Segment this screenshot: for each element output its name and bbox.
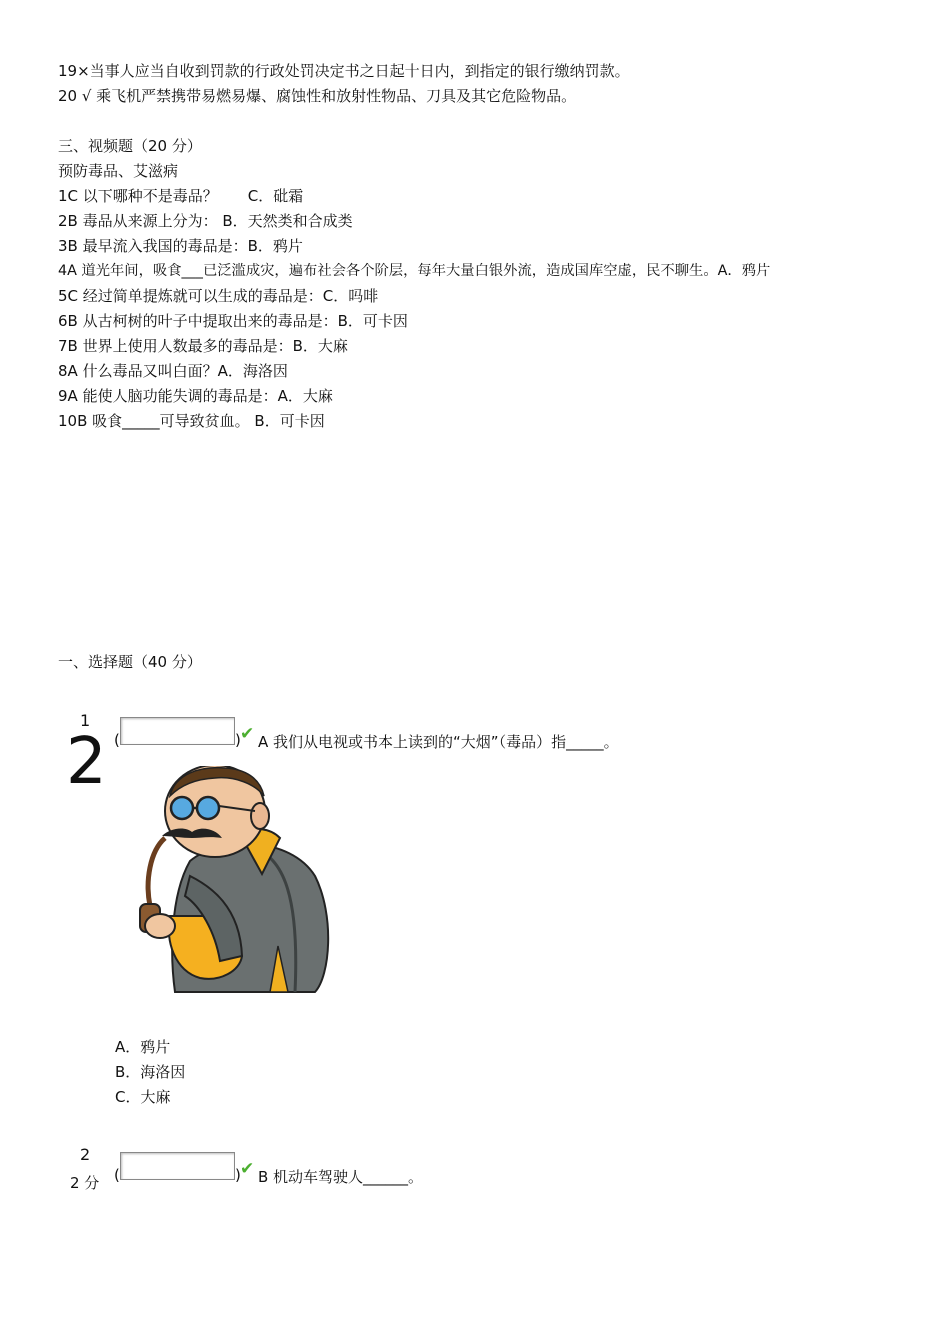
list-item: 6B 从古柯树的叶子中提取出来的毒品是：B．可卡因 <box>58 312 408 330</box>
open-paren: ( <box>114 731 120 749</box>
option-a: A．鸦片 <box>115 1038 171 1056</box>
list-item: 10B 吸食_____可导致贫血。 B．可卡因 <box>58 412 325 430</box>
list-item: 1C 以下哪种不是毒品？ C．砒霜 <box>58 187 304 205</box>
question-number: 2 <box>80 1145 91 1164</box>
text-line: 19×当事人应当自收到罚款的行政处罚决定书之日起十日内，到指定的银行缴纳罚款。 <box>58 62 630 80</box>
answer-input[interactable] <box>120 1152 235 1180</box>
check-icon: ✔ <box>240 1159 255 1179</box>
answer-input[interactable] <box>120 717 235 745</box>
list-item: 4A 道光年间，吸食___已泛滥成灾，遍布社会各个阶层，每年大量白银外流，造成国库空虚，民不聊生。A．鸦片 <box>58 263 771 279</box>
list-item: 8A 什么毒品又叫白面？A．海洛因 <box>58 362 288 380</box>
opium-smoker-illustration <box>130 766 330 994</box>
question-score: 2 分 <box>70 1174 100 1192</box>
list-item: 2B 毒品从来源上分为： B．天然类和合成类 <box>58 212 353 230</box>
question-text: B 机动车驾驶人______。 <box>258 1168 424 1186</box>
section-subtitle: 预防毒品、艾滋病 <box>58 162 179 180</box>
check-icon: ✔ <box>240 724 255 744</box>
close-paren: ) <box>235 1166 241 1184</box>
text-line: 20 √ 乘飞机严禁携带易燃易爆、腐蚀性和放射性物品、刀具及其它危险物品。 <box>58 87 577 105</box>
list-item: 3B 最早流入我国的毒品是：B．鸦片 <box>58 237 303 255</box>
open-paren: ( <box>114 1166 120 1184</box>
question-score: 2 <box>66 725 107 799</box>
option-c: C．大麻 <box>115 1088 171 1106</box>
list-item: 7B 世界上使用人数最多的毒品是：B．大麻 <box>58 337 348 355</box>
close-paren: ) <box>235 731 241 749</box>
question-text: A 我们从电视或书本上读到的“大烟”（毒品）指_____。 <box>258 733 619 751</box>
option-b: B．海洛因 <box>115 1063 186 1081</box>
list-item: 9A 能使人脑功能失调的毒品是：A．大麻 <box>58 387 333 405</box>
section-title: 一、选择题（40 分） <box>58 653 202 671</box>
section-title: 三、视频题（20 分） <box>58 137 202 155</box>
list-item: 5C 经过简单提炼就可以生成的毒品是：C．吗啡 <box>58 287 379 305</box>
question-number: 1 <box>80 711 91 730</box>
